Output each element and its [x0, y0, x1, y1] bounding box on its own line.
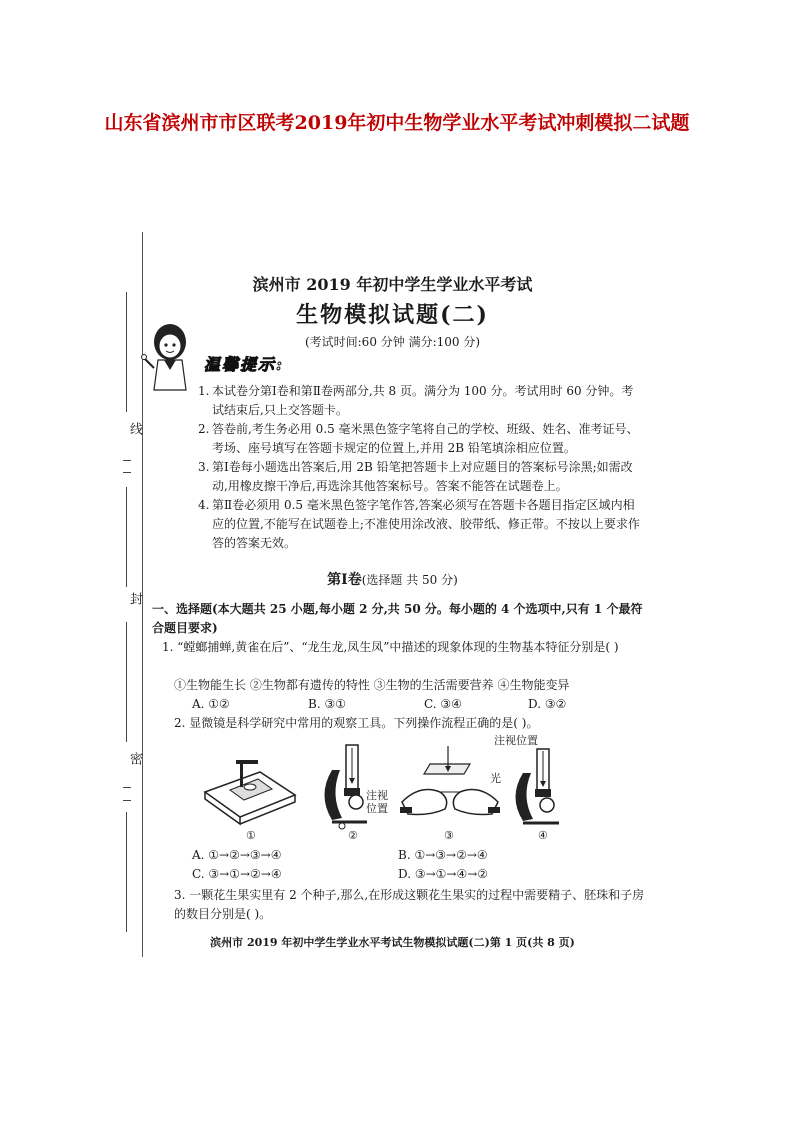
page-footer: 滨州市 2019 年初中学生学业水平考试生物模拟试题(二)第 1 页(共 8 页): [210, 936, 575, 949]
binding-tick: [123, 800, 131, 801]
note-item: [198, 496, 643, 553]
student-girl-icon: [140, 320, 198, 400]
section-subtitle: (选择题 共 50 分): [361, 573, 458, 587]
note-item: [198, 458, 643, 496]
q1-option-b: B. ③①: [308, 697, 346, 711]
note-text: 答卷前,考生务必用 0.5 毫米黑色签字笔将自己的学校、班级、姓名、准考证号、考场、座号填写在答题卡规定的位置上,并用 2B 铅笔填涂相应位置。: [212, 422, 639, 455]
annotation-position: 位置: [366, 802, 388, 815]
binding-tick: [123, 472, 131, 473]
question-1-statements: ①生物能生长 ②生物都有遗传的特性 ③生物的生活需要营养 ④生物能变异: [174, 678, 570, 692]
binding-tick: [123, 460, 131, 461]
q2-option-a: A. ①→②→③→④: [192, 848, 282, 862]
note-text: 本试卷分第Ⅰ卷和第Ⅱ卷两部分,共 8 页。满分为 100 分。考试用时 60 分钟。考试结束后,只上交答题卡。: [212, 384, 634, 417]
note-item: [198, 420, 643, 458]
document-title: 山东省滨州市市区联考2019年初中生物学业水平考试冲刺模拟二试题: [104, 112, 690, 134]
note-number: 1.: [198, 384, 210, 398]
microscope-eye-icon: [505, 747, 575, 829]
annotation-watch-position: 注视位置: [494, 734, 538, 747]
scanned-exam-page: [120, 232, 665, 962]
hands-slide-icon: [400, 744, 500, 829]
q1-option-d: D. ③②: [528, 697, 567, 711]
q2-option-d: D. ③→①→④→②: [398, 867, 489, 881]
binding-label-mi: 密: [127, 752, 142, 765]
binding-label-feng: 封: [127, 592, 142, 605]
question-2-stem: 2. 显微镜是科学研究中常用的观察工具。下列操作流程正确的是( )。: [174, 716, 539, 730]
annotation-watch: 注视: [366, 789, 388, 802]
figure-label-3: ③: [444, 829, 454, 842]
binding-tick: [123, 787, 131, 788]
note-number: 2.: [198, 422, 210, 436]
exam-name: 生物模拟试题(二): [296, 302, 489, 328]
q2-option-b: B. ①→③→②→④: [398, 848, 488, 862]
note-number: 3.: [198, 460, 210, 474]
annotation-light: 光: [490, 772, 501, 785]
microscope-side-icon: [312, 740, 382, 830]
question-3-stem: 3. 一颗花生果实里有 2 个种子,那么,在形成这颗花生果实的过程中需要精子、胚珠和子房的数目分别是( )。: [174, 888, 645, 921]
section-title-main: 第Ⅰ卷: [327, 572, 362, 588]
exam-time-info: (考试时间:60 分钟 满分:100 分): [304, 335, 481, 349]
binding-dash: [126, 812, 127, 932]
binding-dash: [126, 622, 127, 742]
note-text: 第Ⅰ卷每小题选出答案后,用 2B 铅笔把答题卡上对应题目的答案标号涂黑;如需改动,用橡皮擦干净后,再选涂其他答案标号。答案不能答在试题卷上。: [212, 460, 633, 493]
question-1-stem: 1. “螳螂捕蝉,黄雀在后”、“龙生龙,凤生凤”中描述的现象体现的生物基本特征分别是( ): [162, 640, 619, 654]
section-title: [120, 569, 665, 589]
note-number: 4.: [198, 498, 210, 512]
q1-option-a: A. ①②: [192, 697, 230, 711]
q1-option-c: C. ③④: [424, 697, 462, 711]
figure-label-2: ②: [348, 829, 358, 842]
tips-title: 温馨提示:: [204, 355, 284, 374]
figure-label-1: ①: [246, 829, 256, 842]
part-one-heading: 一、选择题(本大题共 25 小题,每小题 2 分,共 50 分。每小题的 4 个选项中,只有 1 个最符合题目要求): [152, 602, 643, 635]
q2-option-c: C. ③→①→②→④: [192, 867, 282, 881]
figure-label-4: ④: [538, 829, 548, 842]
binding-label-xian: 线: [127, 422, 142, 435]
exam-organization: 滨州市 2019 年初中学生学业水平考试: [252, 275, 533, 294]
note-text: 第Ⅱ卷必须用 0.5 毫米黑色签字笔作答,答案必须写在答题卡各题目指定区域内相应的位置,不能写在试题卷上;不准使用涂改液、胶带纸、修正带。不按以上要求作答的答案无效。: [212, 498, 640, 550]
note-item: [198, 382, 643, 420]
microscope-stage-icon: [200, 757, 300, 827]
